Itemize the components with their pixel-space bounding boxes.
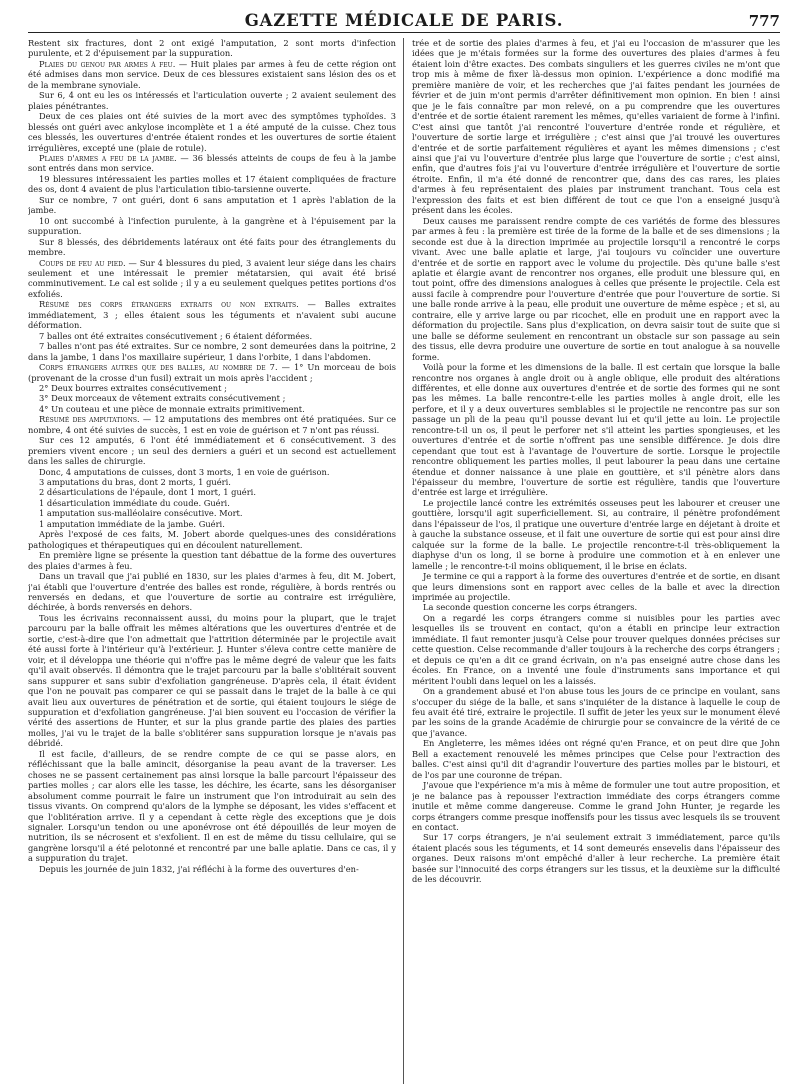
section-heading: Résumé des corps étrangers extraits ou non extraits. — [39, 299, 299, 310]
paragraph — [28, 90, 396, 111]
section-heading: Plaies d'armes a feu de la jambe. — [39, 152, 177, 163]
paragraph — [28, 341, 396, 362]
right-column — [412, 38, 780, 1084]
paragraph — [412, 780, 780, 832]
paragraph — [28, 383, 396, 393]
paragraph — [28, 571, 396, 613]
paragraph-text: 2 désarticulations de l'épaule, dont 1 mort, 1 guéri. — [39, 487, 256, 498]
paragraph-text: 10 ont succombé à l'infection purulente, à la gangrène et à l'épuisement par la suppuration. — [28, 215, 396, 237]
paragraph-text: 4° Un couteau et une pièce de monnaie extraits primitivement. — [39, 403, 305, 414]
paragraph — [28, 435, 396, 466]
paragraph — [28, 195, 396, 216]
paragraph-text: Deux causes me paraissent rendre compte de ces variétés de forme des blessures par armes à feu : la première est tirée de la forme de la balle et de ses dimensions ; la seconde est due à la direction imprimée au projectile lorsqu'il a rencontré le corps vivant. Avec une balle aplatie et large, j'ai toujours vu coïncider une ouverture d'entrée et de sortie en rapport avec le volume du projectile. Dès qu'une balle s'est aplatie et élargie avant de rencontrer nos organes, elle produit une blessure qui, en tout point, offre des dimensions analogues à celles que présente le projectile. Cela est aussi facile à comprendre pour l'ouverture d'entrée que pour l'ouverture de sortie. Si une balle ronde arrive à la peau, elle produit une ouverture de même espèce ; et si, au contraire, elle y arrive large ou par ricochet, elle en produit une en rapport avec la déformation du projectile. Sans plus d'explication, on devra saisir tout de suite que si une balle se déforme seulement en rencontrant un obstacle sur son passage au sein des tissus, elle devra produire une ouverture de sortie en tout analogue à sa nouvelle forme. — [411, 215, 780, 362]
paragraph-text: — Balles extraites immédiatement, 3 ; elles étaient sous les téguments et n'avaient subi aucune déformation. — [28, 299, 396, 331]
paragraph-text: — Huit plaies par armes à feu de cette région ont été admises dans mon service. Deux de ces blessures existaient sans lésion des os et de la membrane synoviale. — [28, 58, 396, 90]
paragraph-text: 1 amputation sus-malléolaire consécutive. Mort. — [39, 508, 243, 519]
paragraph-text: On a regardé les corps étrangers comme si nuisibles pour les parties avec lesquelles ils se trouvent en contact, qu'on a établi en principe leur extraction immédiate. Il faut remonter jusqu'à Celse pour trouver quelques données précises sur cette question. Celse recommande d'aller toujours à la recherche des corps étrangers ; et depuis ce qu'en a dit ce grand écrivain, on n'a pas enseigné autre chose dans les écoles. En France, on a inventé une foule d'instruments sans importance et qui méritent l'oubli dans lequel on les a laissés. — [411, 612, 780, 686]
paragraph — [28, 174, 396, 195]
paragraph — [28, 299, 396, 330]
paragraph-text: Après l'exposé de ces faits, M. Jobert aborde quelques-unes des considérations pathologiques et thérapeutiques qui en découlent naturellement. — [28, 529, 396, 550]
section-heading: Coups de feu au pied. — [39, 257, 126, 268]
paragraph — [28, 393, 396, 403]
section-heading: Corps étrangers autres que des balles, au nombre de 7. — [39, 362, 278, 373]
paragraph — [412, 38, 780, 216]
paragraph-text: Restent six fractures, dont 2 ont exigé l'amputation, 2 sont morts d'infection purulente, et 2 d'épuisement par la suppuration. — [28, 38, 396, 59]
paragraph-text: — 12 amputations des membres ont été pratiquées. Sur ce nombre, 4 ont été suivies de succès, 1 est en voie de guérison et 7 n'ont pas réussi. — [28, 414, 396, 435]
article-columns — [28, 38, 780, 1084]
paragraph-text: Deux de ces plaies ont été suivies de la mort avec des symptômes typhoïdes. 3 blessés ont guéri avec ankylose incomplète et 1 a été amputé de la cuisse. Chez tous ces blessés, les ouvertures d'entrée étaient rondes et les ouvertures de sortie étaient irrégulières, excepté une (plaie de rotule). — [28, 111, 396, 153]
paragraph — [412, 571, 780, 602]
paragraph — [28, 467, 396, 477]
paragraph — [28, 550, 396, 571]
paragraph-text: 19 blessures intéressaient les parties molles et 17 étaient compliquées de fracture des os, dont 4 avaient de plus l'articulation tibio-tarsienne ouverte. — [28, 173, 396, 195]
paragraph — [412, 686, 780, 738]
paragraph-text: 3 amputations du bras, dont 2 morts, 1 guéri. — [39, 477, 231, 488]
paragraph — [412, 498, 780, 571]
paragraph-text: Depuis les journée de juin 1832, j'ai réfléchi à la forme des ouvertures d'en- — [39, 863, 359, 874]
publication-title: GAZETTE MÉDICALE DE PARIS. — [244, 11, 564, 30]
section-heading: Plaies du genou par armes à feu. — [39, 58, 176, 69]
paragraph-text: Sur ce nombre, 7 ont guéri, dont 6 sans amputation et 1 après l'ablation de la jambe. — [28, 194, 396, 216]
paragraph — [28, 487, 396, 497]
paragraph — [28, 59, 396, 90]
paragraph — [28, 237, 396, 258]
paragraph-text: 2° Deux bourres extraites consécutivement ; — [39, 382, 227, 393]
paragraph — [28, 362, 396, 383]
page-number: 777 — [748, 12, 780, 30]
paragraph-text: Le projectile lancé contre les extrémités osseuses peut les labourer et creuser une gouttière, lorsqu'il agit superficiellement. Si, au contraire, il pénètre profondément dans l'épaisseur de l'os, il pratique une ouverture d'entrée large en déjetant à droite et à gauche la substance osseuse, et il fait une ouverture de sortie qui est pour ainsi dire calquée sur la forme de la balle. Le projectile rencontre-t-il très-obliquement la diaphyse d'un os long, il se borne à produire une commotion et à en enlever une lamelle ; le rencontre-t-il moins obliquement, il le brise en éclats. — [411, 497, 780, 571]
paragraph-text: Il est facile, d'ailleurs, de se rendre compte de ce qui se passe alors, en réfléchissant que la balle amincit, désorganise la peau avant de la traverser. Les choses ne se passent certainement pas ainsi lorsque la balle parcourt l'épaisseur des parties molles ; car alors elle les tasse, les déchire, les écarte, sans les désorganiser absolument comme pourrait le faire un instrument que l'on introduirait au sein des tissus vivants. On comprend qu'alors de la lymphe se déposant, les vides s'effacent et que l'oblitération arrive. Il y a cependant à cette règle des exceptions que je dois signaler. Lorsqu'un tendon ou une aponévrose ont été dépouillés de leur moyen de nutrition, ils se nécrosent et s'exfolient. Il en est de même du tissu cellulaire, qui se gangrène lorsqu'il a été pelotonné et rencontré par une balle aplatie. Dans ce cas, il y a suppuration du trajet. — [28, 748, 396, 864]
paragraph-text: Je termine ce qui a rapport à la forme des ouvertures d'entrée et de sortie, en disant que leurs dimensions sont en rapport avec celles de la balle et avec la direction imprimée au projectile. — [411, 571, 780, 603]
paragraph-text: Dans un travail que j'ai publié en 1830, sur les plaies d'armes à feu, dit M. Jobert, j'ai établi que l'ouverture d'entrée des balles est ronde, régulière, à bords rentrés ou renversés en dedans, et que l'ouverture de sortie au contraire est irrégulière, déchirée, à bords renversés en dehors. — [28, 571, 396, 613]
left-column — [28, 38, 396, 1084]
paragraph — [28, 216, 396, 237]
paragraph — [28, 477, 396, 487]
paragraph-text: Sur 6, 4 ont eu les os intéressés et l'articulation ouverte ; 2 avaient seulement des plaies pénétrantes. — [28, 90, 396, 111]
paragraph — [28, 414, 396, 435]
paragraph-text: — 36 blessés atteints de coups de feu à la jambe sont entrés dans mon service. — [28, 152, 396, 174]
paragraph-text: Voilà pour la forme et les dimensions de la balle. Il est certain que lorsque la balle rencontre nos organes à angle droit ou à angle oblique, elle produit des altérations différentes, et elle donne aux ouvertures d'entrée et de sortie des formes qui ne sont pas les mêmes. La balle rencontre-t-elle les parties molles à angle droit, elle les perfore, et il y a deux ouvertures semblables si le projectile ne rencontre pas sur son passage un pli de la peau qu'il pousse devant lui et qu'il jette au loin. Le projectile rencontre-t-il un os, il peut le perforer net s'il atteint les parties spongieuses, et les ouvertures d'entrée et de sortie n'offrent pas une sensible différence. Je dois dire cependant que tout est à l'avantage de l'ouverture de sortie. Lorsque le projectile rencontre obliquement les parties molles, il peut labourer la peau dans une certaine étendue et donner naissance à une plaie en gouttière, et s'il pénètre alors dans l'épaisseur du membre, l'ouverture de sortie est régulière, tandis que l'ouverture d'entrée est large et irrégulière. — [411, 362, 780, 498]
paragraph — [412, 362, 780, 498]
paragraph — [28, 38, 396, 59]
paragraph-text: 1 amputation immédiate de la jambe. Guéri. — [39, 518, 225, 529]
paragraph — [412, 216, 780, 362]
paragraph — [28, 498, 396, 508]
paragraph-text: On a grandement abusé et l'on abuse tous les jours de ce principe en voulant, sans s'occuper du siége de la balle, et sans s'inquiéter de la distance à laquelle le coup de feu avait été tiré, extraire le projectile. Il suffit de jeter les yeux sur le monument élevé par les soins de la grande Académie de chirurgie pour se convaincre de la vérité de ce que j'avance. — [411, 686, 780, 738]
paragraph — [412, 738, 780, 780]
paragraph — [28, 258, 396, 300]
masthead — [28, 8, 780, 33]
paragraph — [28, 111, 396, 153]
paragraph — [28, 404, 396, 414]
paragraph-text: — Sur 4 blessures du pied, 3 avaient leur siége dans les chairs seulement et une intéressait le premier métatarsien, qui avait été brisé comminutivement. Le cal est solide ; il y a eu seulement quelques petites portions d'os exfoliés. — [28, 257, 396, 299]
paragraph-text: J'avoue que l'expérience m'a mis à même de formuler une tout autre proposition, et je ne balance pas à repousser l'extraction immédiate des corps étrangers comme inutile et même comme dangereuse. Comme le grand John Hunter, je regarde les corps étrangers comme presque inoffensifs pour les tissus avec lesquels ils se trouvent en contact. — [411, 780, 780, 832]
paragraph-text: 1 désarticulation immédiate du coude. Guéri. — [39, 497, 230, 508]
paragraph — [28, 153, 396, 174]
paragraph-text: — 1° Un morceau de bois (provenant de la crosse d'un fusil) extrait un mois après l'accident ; — [28, 362, 396, 383]
paragraph — [28, 519, 396, 529]
section-heading: Résumé des amputations. — [39, 414, 140, 425]
paragraph-text: 3° Deux morceaux de vêtement extraits consécutivement ; — [39, 393, 286, 404]
paragraph — [28, 529, 396, 550]
paragraph-text: trée et de sortie des plaies d'armes à feu, et j'ai eu l'occasion de m'assurer que les idées que je m'étais formées sur la forme des ouvertures des plaies d'armes à feu étaient loin d'être exactes. Des combats singuliers et les guerres civiles ne m'ont que trop mis à même de fixer là-dessus mon opinion. L'expérience a donc modifié ma première manière de voir, et les recherches que j'ai faites pendant les journées de février et de juin m'ont permis d'arrêter définitivement mon opinion. En bien ! ainsi que je le fais connaître par mon relevé, on a pu comprendre que les ouvertures d'entrée et de sortie étaient rarement les mêmes, qu'elles variaient de forme à l'infini. C'est ainsi que tantôt j'ai rencontré l'ouverture d'entrée ronde et régulière, et l'ouverture de sortie large et irrégulière ; c'est ainsi que j'ai trouvé les ouvertures d'entrée et de sortie parfaitement régulières et ayant les mêmes dimensions ; c'est ainsi que j'ai vu l'ouverture d'entrée plus large que l'ouverture de sortie ; c'est ainsi, enfin, que d'autres fois j'ai vu l'ouverture d'entrée irrégulière et l'ouverture de sortie étroite. Enfin, il m'a été donné de rencontrer que, dans des cas rares, les plaies d'armes à feu représentaient des plaies par instrument tranchant. Tous cela est l'expression des faits et est bien différent de tout ce que l'on a enseigné jusqu'à présent dans les écoles. — [411, 38, 780, 216]
paragraph — [412, 832, 780, 884]
paragraph-text: 7 balles n'ont pas été extraites. Sur ce nombre, 2 sont demeurées dans la poitrine, 2 dans la jambe, 1 dans l'os maxillaire supérieur, 1 dans l'orbite, 1 dans l'abdomen. — [28, 341, 396, 362]
paragraph-text: 7 balles ont été extraites consécutivement ; 6 étaient déformées. — [39, 330, 313, 341]
paragraph-text: La seconde question concerne les corps étrangers. — [422, 602, 638, 613]
paragraph — [28, 749, 396, 864]
paragraph-text: Tous les écrivains reconnaissent aussi, du moins pour la plupart, que le trajet parcouru par la balle offrait les mêmes altérations que les ouvertures d'entrée et de sortie, c'est-à-dire que l'on admettait que l'attrition déterminée par le projectile avait été aussi forte à l'intérieur qu'à l'extérieur. J. Hunter s'éleva contre cette manière de voir, et il développa une théorie qui n'offre pas le même degré de valeur que les faits qu'il avait observés. Il démontra que le trajet parcouru par la balle s'oblitérait souvent sans suppurer et sans subir d'exfoliation gangréneuse. D'après cela, il était évident que l'on ne pouvait pas comparer ce qui se passait dans le trajet de la balle à ce qui avait lieu aux ouvertures de pénétration et de sortie, qui étaient toujours le siége de suppuration et d'exfoliation gangréneuse. J'ai bien souvent eu l'occasion de vérifier la vérité des assertions de Hunter, et sur la plus grande partie des plaies des parties molles, j'ai vu le trajet de la balle s'oblitérer sans suppuration lorsque je n'avais pas débridé. — [28, 612, 396, 749]
paragraph-text: Sur 17 corps étrangers, je n'ai seulement extrait 3 immédiatement, parce qu'ils étaient placés sous les téguments, et 14 sont demeurés ensevelis dans l'épaisseur des organes. Deux raisons m'ont empêché d'aller à leur recherche. La première était basée sur l'innocuité des corps étrangers sur les tissus, et la deuxième sur la difficulté de les découvrir. — [411, 832, 780, 885]
paragraph — [28, 864, 396, 874]
paragraph-text: Sur 8 blessés, des débridements latéraux ont été faits pour des étranglements du membre. — [28, 236, 396, 258]
paragraph-text: En Angleterre, les mêmes idées ont régné qu'en France, et on peut dire que John Bell a exactement renouvelé les mêmes principes que Celse pour l'extraction des balles. C'est ainsi qu'il dit d'agrandir l'ouverture des parties molles par le bistouri, et de l'os par une couronne de trépan. — [411, 738, 780, 780]
paragraph-text: En première ligne se présente la question tant débattue de la forme des ouvertures des plaies d'armes à feu. — [28, 550, 396, 571]
column-divider — [403, 38, 404, 1084]
paragraph — [412, 613, 780, 686]
paragraph — [28, 508, 396, 518]
paragraph-text: Sur ces 12 amputés, 6 l'ont été immédiatement et 6 consécutivement. 3 des premiers vivent encore ; un seul des derniers a guéri et un second est actuellement dans les salles de chirurgie. — [28, 435, 396, 467]
paragraph — [412, 602, 780, 612]
paragraph — [28, 613, 396, 749]
paragraph — [28, 331, 396, 341]
paragraph-text: Donc, 4 amputations de cuisses, dont 3 morts, 1 en voie de guérison. — [39, 466, 330, 477]
